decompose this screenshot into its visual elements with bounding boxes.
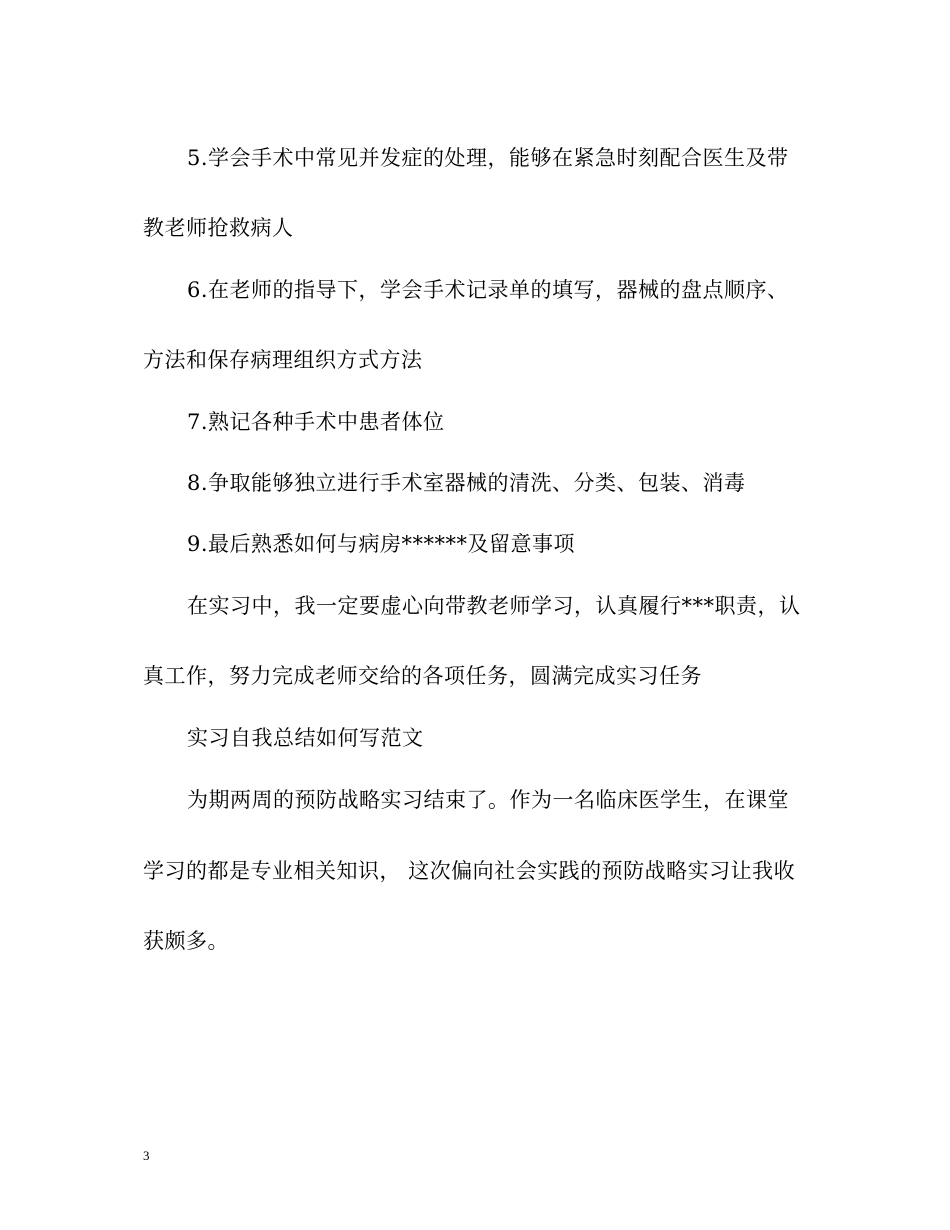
paragraph-summary-line-3: 获颇多。: [143, 929, 229, 953]
paragraph-item-5-line-1: 5.学会手术中常见并发症的处理，能够在紧急时刻配合医生及带: [187, 146, 789, 170]
paragraph-item-5-line-2: 教老师抢救病人: [143, 216, 294, 240]
paragraph-summary-line-1: 为期两周的预防战略实习结束了。作为一名临床医学生，在课堂: [187, 788, 789, 812]
paragraph-item-6-line-1: 6.在老师的指导下，学会手术记录单的填写，器械的盘点顺序、: [187, 278, 789, 302]
paragraph-item-6-line-2: 方法和保存病理组织方式方法: [143, 348, 423, 372]
paragraph-internship-line-2: 真工作，努力完成老师交给的各项任务，圆满完成实习任务: [143, 664, 702, 688]
paragraph-item-8: 8.争取能够独立进行手术室器械的清洗、分类、包装、消毒: [187, 471, 746, 495]
section-heading: 实习自我总结如何写范文: [187, 726, 424, 750]
paragraph-summary-line-2: 学习的都是专业相关知识， 这次偏向社会实践的预防战略实习让我收: [143, 859, 796, 883]
page-number: 3: [143, 1148, 150, 1163]
paragraph-item-7: 7.熟记各种手术中患者体位: [187, 410, 445, 434]
paragraph-internship-line-1: 在实习中，我一定要虚心向带教老师学习，认真履行***职责，认: [187, 594, 801, 618]
paragraph-item-9: 9.最后熟悉如何与病房******及留意事项: [187, 532, 576, 556]
